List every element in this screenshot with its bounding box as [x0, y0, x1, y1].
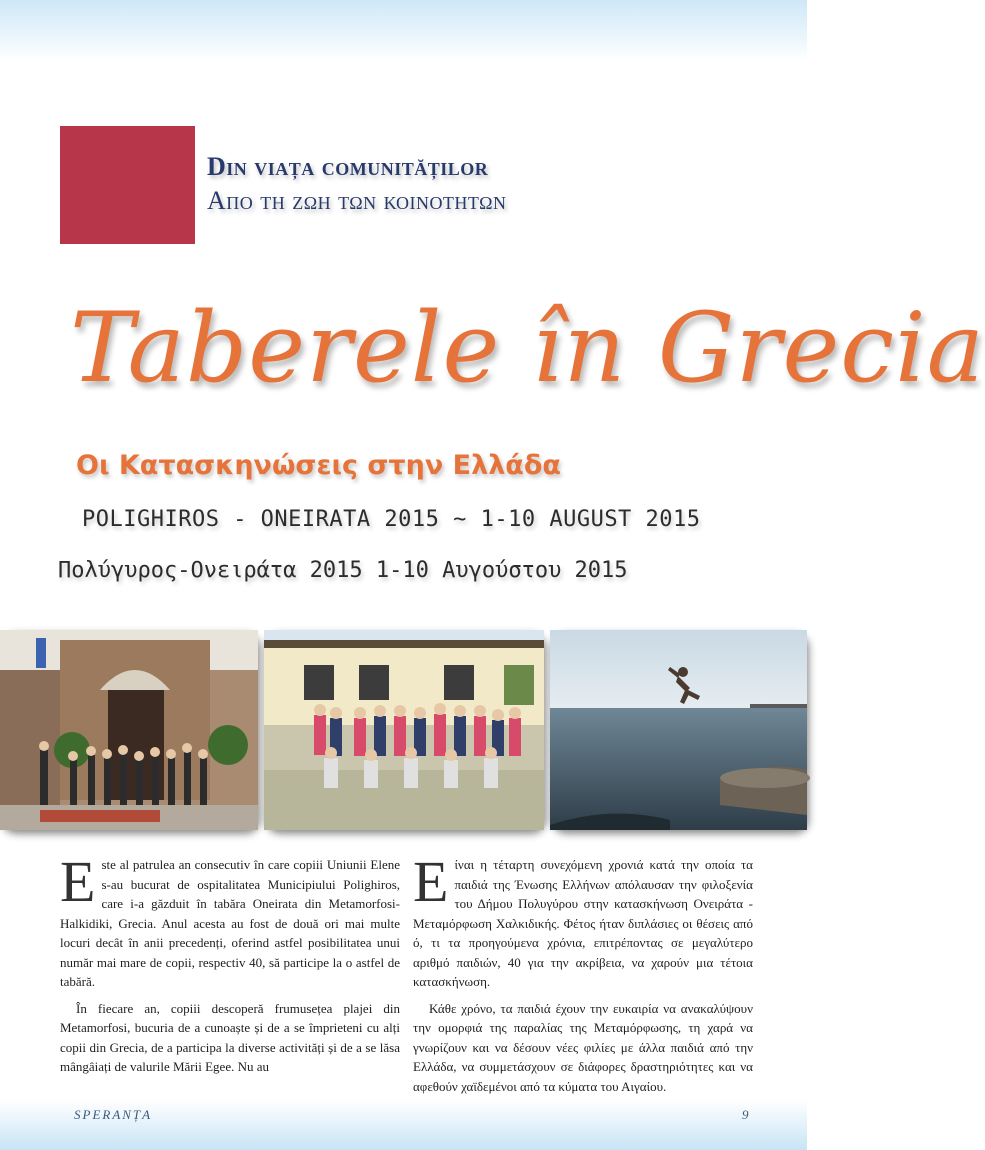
article-paragraph: Este al patrulea an consecutiv în care copiii Uniunii Elene s-au bucurat de ospitalitatea Municipiului Polighiros, care i-a găzduit în tabăra Oneirata din Metamorfosi-Halkidiki, Grecia. Anul acesta au fost de două ori mai multe locuri decât în anii precedenți, oferind astfel posibilitatea unui număr mai mare de copii, respectiv 40, să participe la o astfel de tabără.: [60, 849, 400, 989]
article-column-greek: [413, 849, 753, 1103]
article-paragraph: Είναι η τέταρτη συνεχόμενη χρονιά κατά την οποία τα παιδιά της Ένωσης Ελλήνων απόλαυσαν την φιλοξενία του Δήμου Πολυγύρου στην κατασκήνωση Ονειράτα - Μεταμόρφωση Χαλκιδικής. Φέτος ήταν διπλάσιες οι θέσεις από ό, τι τα προηγούμενα χρόνια, επιτρέποντας σε μεγαλύτερο αριθμό παιδιών, 40 για την ακρίβεια, να χαρούν μια τέτοια κατασκήνωση.: [413, 849, 753, 989]
photo-group-building: [264, 630, 544, 830]
publication-name: SPERANȚA: [74, 1107, 153, 1122]
article-column-romanian: [60, 849, 400, 1084]
article-paragraph: Κάθε χρόνο, τα παιδιά έχουν την ευκαιρία να ανακαλύψουν την ομορφιά της παραλίας της Μεταμόρφωσης, τη χαρά να γνωρίζουν και να δέσουν νέες φιλίες με άλλα παιδιά από την Ελλάδα, να συμμετάσχουν σε διάφορες δραστηριότητες και να αφεθούν χαϊδεμένοι από τα κύματα του Αιγαίου.: [413, 1000, 753, 1094]
photo-child-jumping-sea: [550, 630, 807, 830]
event-dates-greek: Πολύγυρος-Ονειράτα 2015 1-10 Αυγούστου 2015: [58, 558, 628, 583]
article-title-script: Taberele în Grecia: [70, 292, 985, 404]
section-title-greek: Απο τη ζωη των κοινοτητων: [207, 186, 507, 215]
article-paragraph: În fiecare an, copiii descoperă frumusețea plajei din Metamorfosi, bucuria de a cunoaște și de a se împrieteni cu alți copii din Grecia, de a participa la diverse activități și de a se lăsa mângâiați de valurile Mării Egee. Nu au: [60, 1000, 400, 1074]
dropcap: Ε: [413, 849, 449, 914]
header-band: [0, 0, 807, 60]
article-title-greek: Οι Κατασκηνώσεις στην Ελλάδα: [76, 450, 561, 481]
section-color-block: [60, 126, 195, 244]
event-dates-latin: POLIGHIROS - ONEIRATA 2015 ~ 1-10 AUGUST 2015: [82, 507, 701, 532]
dropcap: E: [60, 849, 96, 914]
page-number: 9: [742, 1107, 749, 1122]
photo-group-church: [0, 630, 258, 830]
section-title-romanian: Din viața comunităților: [207, 152, 489, 181]
